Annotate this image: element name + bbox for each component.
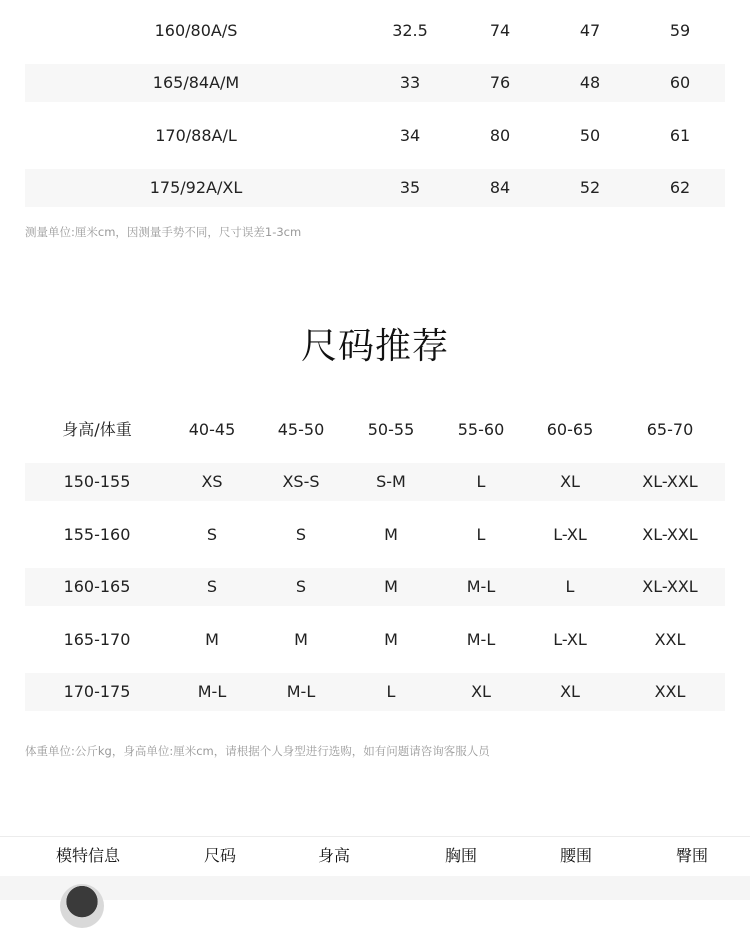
size-cell: 84 [489,178,511,197]
table-cell: XL [560,682,580,701]
model-info-row [0,876,750,900]
size-cell: 50 [579,126,601,145]
model-info-label: 模特信息 [55,846,120,865]
table-cell: M [384,525,398,544]
table-cell: XXL [654,630,686,649]
table-cell: L [386,682,396,701]
column-header: 身高/体重 [62,420,132,439]
table-cell: L [565,577,575,596]
table-cell: XL-XXL [642,577,698,596]
size-cell: 170/88A/L [155,126,237,145]
recommendation-note: 体重单位:公斤kg，身高单位:厘米cm，请根据个人身型进行选购，如有问题请咨询客服人员 [25,744,490,758]
recommendation-row [25,568,725,606]
table-cell: 155-160 [63,525,131,544]
column-header: 55-60 [457,420,505,439]
table-cell: 150-155 [63,472,131,491]
size-cell: 160/80A/S [154,21,238,40]
size-cell: 33 [399,73,421,92]
table-cell: S [206,577,218,596]
section-title: 尺码推荐 [300,326,449,367]
size-cell: 59 [669,21,691,40]
table-cell: XXL [654,682,686,701]
model-info-hip-label: 臀围 [675,846,708,865]
column-header: 40-45 [188,420,236,439]
table-cell: XL-XXL [642,472,698,491]
size-cell: 62 [669,178,691,197]
table-cell: L-XL [553,630,587,649]
model-info-waist-label: 腰围 [559,846,592,865]
table-cell: 160-165 [63,577,131,596]
table-cell: L [476,525,486,544]
table-cell: XL-XXL [642,525,698,544]
column-header: 60-65 [546,420,594,439]
table-cell: 170-175 [63,682,131,701]
recommendation-row [25,673,725,711]
size-cell: 48 [579,73,601,92]
size-table-note: 测量单位:厘米cm，因测量手势不同，尺寸误差1-3cm [25,225,302,239]
recommendation-row [25,463,725,501]
table-cell: 165-170 [63,630,131,649]
size-row [25,64,725,102]
table-cell: XL [560,472,580,491]
size-cell: 32.5 [392,21,428,40]
recommendation-header-row [25,411,725,449]
size-cell: 60 [669,73,691,92]
size-cell: 35 [399,178,421,197]
size-row [25,12,725,50]
table-cell: XL [471,682,491,701]
size-cell: 47 [579,21,601,40]
column-header: 45-50 [277,420,325,439]
size-cell: 76 [489,73,511,92]
model-info-header [0,836,750,877]
table-cell: L-XL [553,525,587,544]
size-cell: 61 [669,126,691,145]
size-row [25,169,725,207]
size-cell: 52 [579,178,601,197]
table-cell: M [384,577,398,596]
recommendation-row [25,516,725,554]
column-header: 65-70 [646,420,694,439]
table-cell: S [295,525,307,544]
size-row [25,117,725,155]
size-cell: 74 [489,21,511,40]
table-cell: M-L [286,682,316,701]
table-cell: M-L [466,577,496,596]
model-avatar [60,884,104,928]
table-cell: M [294,630,308,649]
table-cell: M-L [466,630,496,649]
table-cell: M-L [197,682,227,701]
recommendation-row [25,621,725,659]
column-header: 50-55 [367,420,415,439]
model-info-height-label: 身高 [317,846,350,865]
table-cell: XS [201,472,223,491]
size-cell: 80 [489,126,511,145]
table-cell: S [295,577,307,596]
table-cell: M [205,630,219,649]
size-cell: 165/84A/M [152,73,240,92]
model-info-size-label: 尺码 [203,846,236,865]
table-cell: S [206,525,218,544]
table-cell: S-M [376,472,406,491]
table-cell: M [384,630,398,649]
model-info-bust-label: 胸围 [444,846,477,865]
table-cell: XS-S [282,472,320,491]
table-cell: L [476,472,486,491]
size-cell: 34 [399,126,421,145]
size-cell: 175/92A/XL [149,178,243,197]
